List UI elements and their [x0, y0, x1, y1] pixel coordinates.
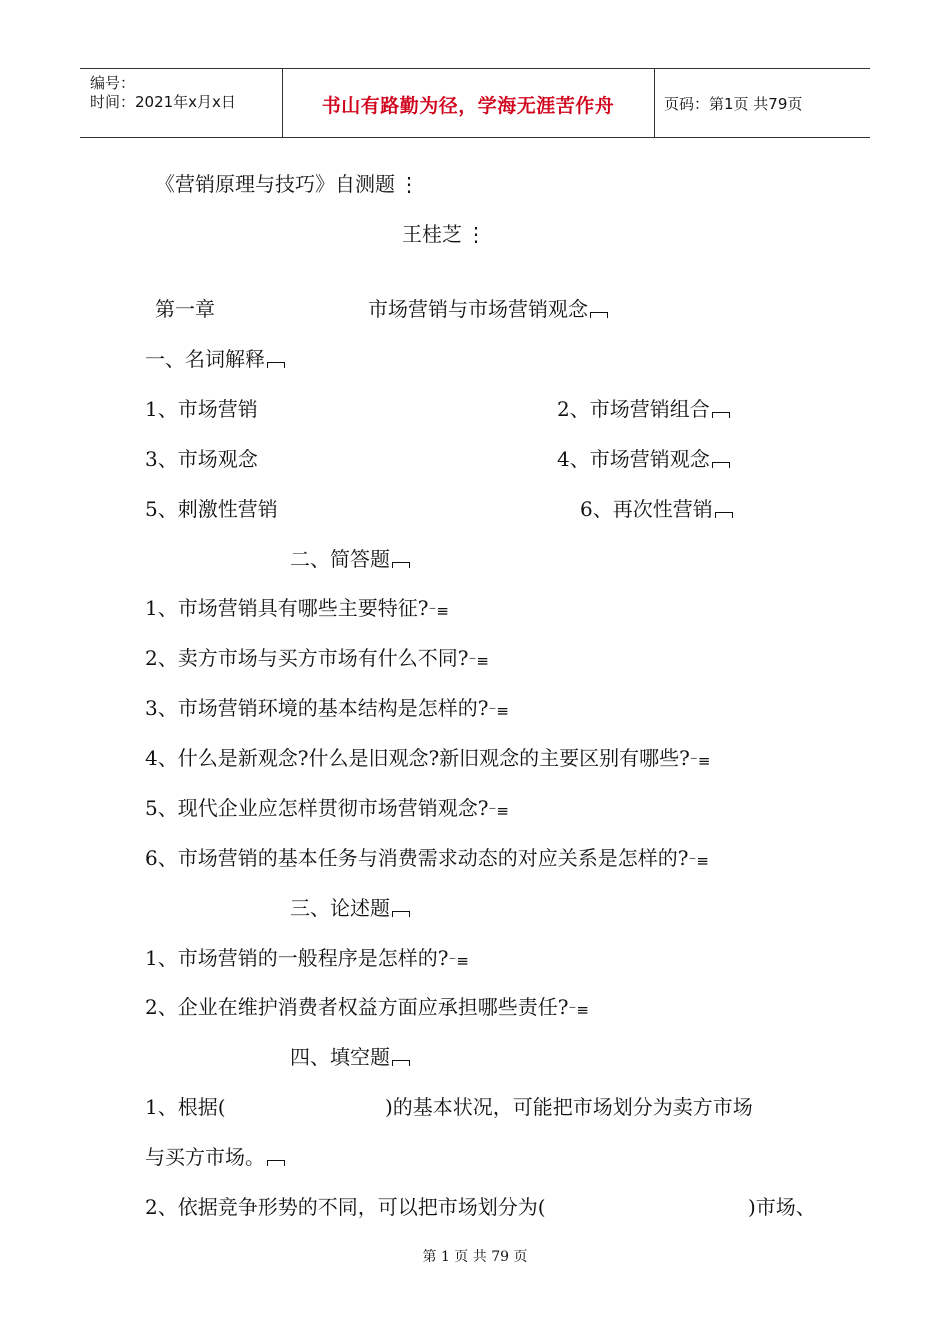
fill-blank-q1-end: )的基本状况，可能把市场划分为卖方市场: [385, 1095, 753, 1119]
question-item: 4、什么是新观念?什么是旧观念?新旧观念的主要区别有哪些?⁻≡: [145, 746, 706, 770]
paragraph-mark-icon: [712, 406, 728, 418]
date-label: 时间：2021年x月x日: [90, 93, 236, 111]
term-item: 6、再次性营销: [580, 497, 731, 521]
line-break-mark-icon: [690, 855, 704, 867]
header-motto: 书山有路勤为径，学海无涯苦作舟: [321, 95, 615, 117]
fill-blank-q2-start: 2、依据竞争形势的不同，可以把市场划分为(: [145, 1195, 546, 1219]
paragraph-mark-icon: [590, 306, 606, 318]
document-title: 《营销原理与技巧》自测题 ⋮: [155, 172, 419, 196]
author-colon: ⋮: [466, 222, 486, 246]
title-colon: ⋮: [399, 172, 419, 196]
question-item: 5、现代企业应怎样贯彻市场营销观念?⁻≡: [145, 796, 504, 820]
header-left-cell: [80, 69, 283, 137]
section-heading: 三、论述题: [290, 896, 408, 920]
paragraph-mark-icon: [392, 1054, 408, 1066]
question-item: 6、市场营销的基本任务与消费需求动态的对应关系是怎样的?⁻≡: [145, 846, 704, 870]
fill-blank-q1-cont: 与买方市场。: [145, 1145, 283, 1169]
term-item: 4、市场营销观念: [557, 447, 728, 471]
line-break-mark-icon: [490, 705, 504, 717]
paragraph-mark-icon: [392, 905, 408, 917]
line-break-mark-icon: [430, 605, 444, 617]
paragraph-mark-icon: [267, 356, 283, 368]
fill-blank-q1-start: 1、根据(: [145, 1095, 226, 1119]
term-item: 2、市场营销组合: [557, 397, 728, 421]
page-footer: 第 1 页 共 79 页: [422, 1249, 528, 1265]
paragraph-mark-icon: [715, 506, 731, 518]
paragraph-mark-icon: [712, 456, 728, 468]
fill-blank-q2-end: )市场、: [748, 1195, 816, 1219]
section-heading: 一、名词解释: [145, 347, 283, 371]
term-item: 5、刺激性营销: [145, 497, 278, 521]
question-item: 2、企业在维护消费者权益方面应承担哪些责任?⁻≡: [145, 995, 584, 1019]
question-item: 2、卖方市场与买方市场有什么不同?⁻≡: [145, 646, 484, 670]
line-break-mark-icon: [450, 955, 464, 967]
line-break-mark-icon: [490, 805, 504, 817]
term-item: 3、市场观念: [145, 447, 258, 471]
section-heading: 二、简答题: [290, 547, 408, 571]
header-middle-cell: [282, 69, 655, 137]
line-break-mark-icon: [570, 1004, 584, 1016]
document-header: [80, 68, 870, 138]
paragraph-mark-icon: [392, 556, 408, 568]
chapter-label: 第一章: [155, 297, 215, 321]
section-heading: 四、填空题: [290, 1045, 408, 1069]
term-item: 1、市场营销: [145, 397, 258, 421]
line-break-mark-icon: [470, 655, 484, 667]
chapter-title: 市场营销与市场营销观念: [368, 297, 606, 321]
serial-label: 编号：: [90, 74, 136, 92]
question-item: 1、市场营销的一般程序是怎样的?⁻≡: [145, 946, 464, 970]
paragraph-mark-icon: [267, 1154, 283, 1166]
question-item: 3、市场营销环境的基本结构是怎样的?⁻≡: [145, 696, 504, 720]
question-item: 1、市场营销具有哪些主要特征?⁻≡: [145, 596, 444, 620]
author-name: 王桂芝 ⋮: [402, 222, 486, 246]
header-page-info: 页码：第1页 共79页: [664, 95, 803, 113]
header-right-cell: [654, 69, 870, 137]
line-break-mark-icon: [692, 755, 706, 767]
